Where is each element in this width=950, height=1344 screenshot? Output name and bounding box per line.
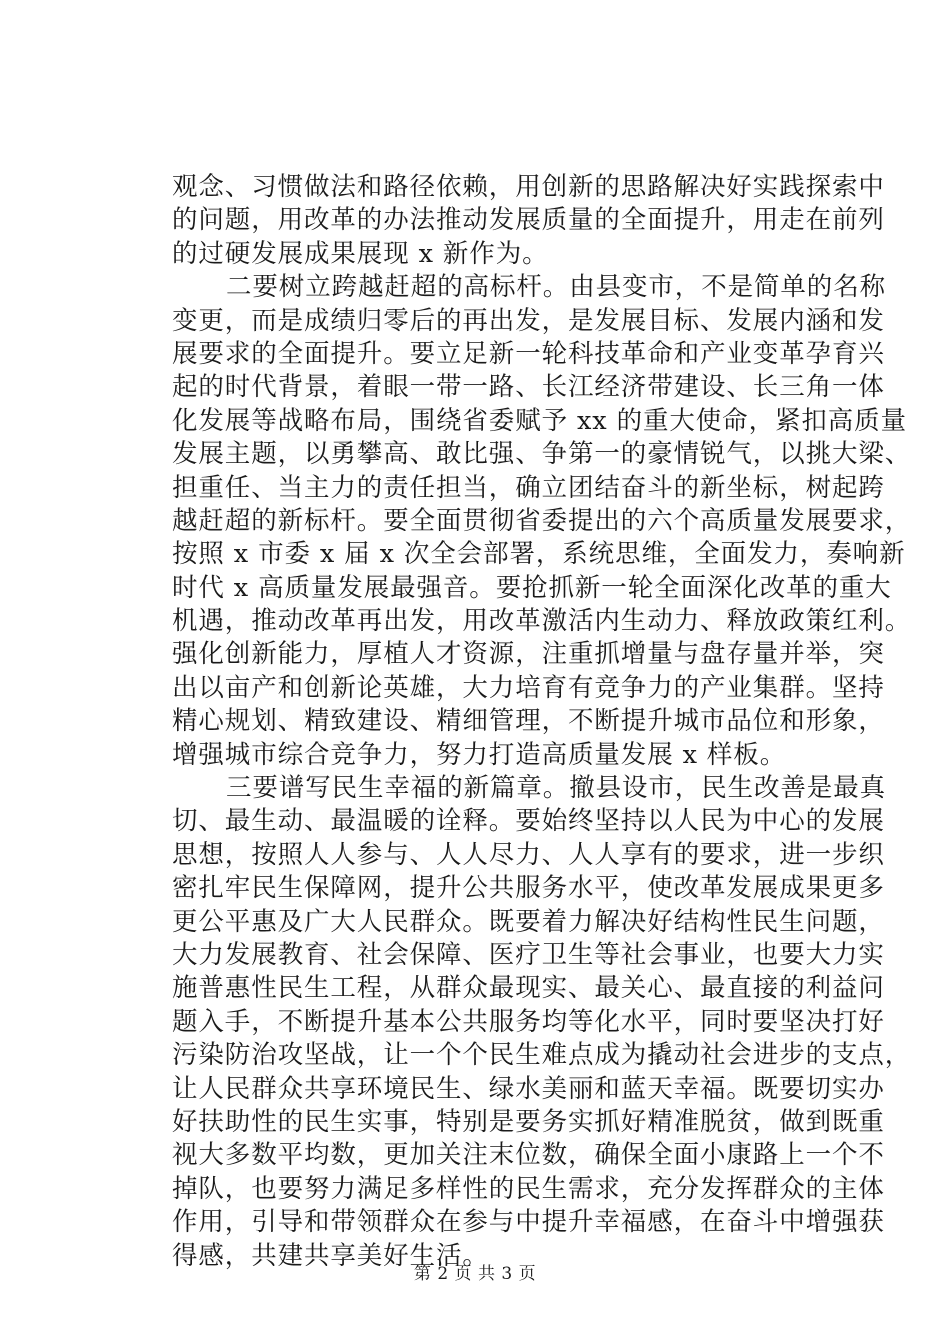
text-line: 得感，共建共享美好生活。 bbox=[172, 1240, 489, 1271]
text-line: 切、最生动、最温暖的诠释。要始终坚持以人民为中心的发展 bbox=[172, 806, 885, 837]
text-line: 观念、习惯做法和路径依赖，用创新的思路解决好实践探索中 bbox=[172, 172, 885, 202]
text-line: 出以亩产和创新论英雄，大力培育有竞争力的产业集群。坚持 bbox=[172, 672, 885, 703]
text-line: 大力发展教育、社会保障、医疗卫生等社会事业，也要大力实 bbox=[172, 939, 885, 970]
text-line: 污染防治攻坚战，让一个个民生难点成为撬动社会进步的支点， bbox=[172, 1040, 912, 1071]
text-line: 题入手，不断提升基本公共服务均等化水平，同时要坚决打好 bbox=[172, 1006, 885, 1037]
text-line: 密扎牢民生保障网，提升公共服务水平，使改革发展成果更多 bbox=[172, 873, 885, 904]
text-line: 发展主题，以勇攀高、敢比强、争第一的豪情锐气，以挑大梁、 bbox=[172, 439, 912, 470]
text-line: 担重任、当主力的责任担当，确立团结奋斗的新坐标，树起跨 bbox=[172, 472, 885, 503]
text-line: 机遇，推动改革再出发，用改革激活内生动力、释放政策红利。 bbox=[172, 606, 912, 637]
text-line: 施普惠性民生工程，从群众最现实、最关心、最直接的利益问 bbox=[172, 973, 885, 1004]
text-line: 强化创新能力，厚植人才资源，注重抓增量与盘存量并举，突 bbox=[172, 639, 885, 670]
text-line: 更公平惠及广大人民群众。既要着力解决好结构性民生问题， bbox=[172, 906, 885, 937]
text-line: 起的时代背景，着眼一带一路、长江经济带建设、长三角一体 bbox=[172, 372, 885, 403]
text-line: 增强城市综合竞争力，努力打造高质量发展 x 样板。 bbox=[172, 739, 787, 770]
text-line: 作用，引导和带领群众在参与中提升幸福感，在奋斗中增强获 bbox=[172, 1207, 885, 1238]
text-line: 时代 x 高质量发展最强音。要抢抓新一轮全面深化改革的重大 bbox=[172, 572, 892, 603]
text-line: 展要求的全面提升。要立足新一轮科技革命和产业变革孕育兴 bbox=[172, 338, 885, 369]
text-line: 精心规划、精致建设、精细管理，不断提升城市品位和形象， bbox=[172, 706, 885, 737]
text-line: 的问题，用改革的办法推动发展质量的全面提升，用走在前列 bbox=[172, 205, 885, 236]
text-line: 越赶超的新标杆。要全面贯彻省委提出的六个高质量发展要求， bbox=[172, 505, 912, 536]
text-line: 的过硬发展成果展现 x 新作为。 bbox=[172, 238, 549, 269]
text-line: 化发展等战略布局，围绕省委赋予 xx 的重大使命，紧扣高质量 bbox=[172, 405, 907, 436]
text-line: 让人民群众共享环境民生、绿水美丽和蓝天幸福。既要切实办 bbox=[172, 1073, 885, 1104]
body-text bbox=[172, 171, 912, 1273]
page-number: 第 2 页 共 3 页 bbox=[413, 1264, 537, 1284]
text-line: 掉队，也要努力满足多样性的民生需求，充分发挥群众的主体 bbox=[172, 1173, 885, 1204]
text-line: 变更，而是成绩归零后的再出发，是发展目标、发展内涵和发 bbox=[172, 305, 885, 336]
text-line: 思想，按照人人参与、人人尽力、人人享有的要求，进一步织 bbox=[172, 839, 885, 870]
paragraph-start-line: 二要树立跨越赶超的高标杆。由县变市，不是简单的名称 bbox=[226, 272, 887, 303]
paragraph-start-line: 三要谱写民生幸福的新篇章。撤县设市，民生改善是最真 bbox=[226, 773, 887, 804]
text-line: 视大多数平均数，更加关注末位数，确保全面小康路上一个不 bbox=[172, 1140, 885, 1171]
text-line: 按照 x 市委 x 届 x 次全会部署，系统思维，全面发力，奏响新 bbox=[172, 539, 906, 570]
text-line: 好扶助性的民生实事，特别是要务实抓好精准脱贫，做到既重 bbox=[172, 1106, 885, 1137]
